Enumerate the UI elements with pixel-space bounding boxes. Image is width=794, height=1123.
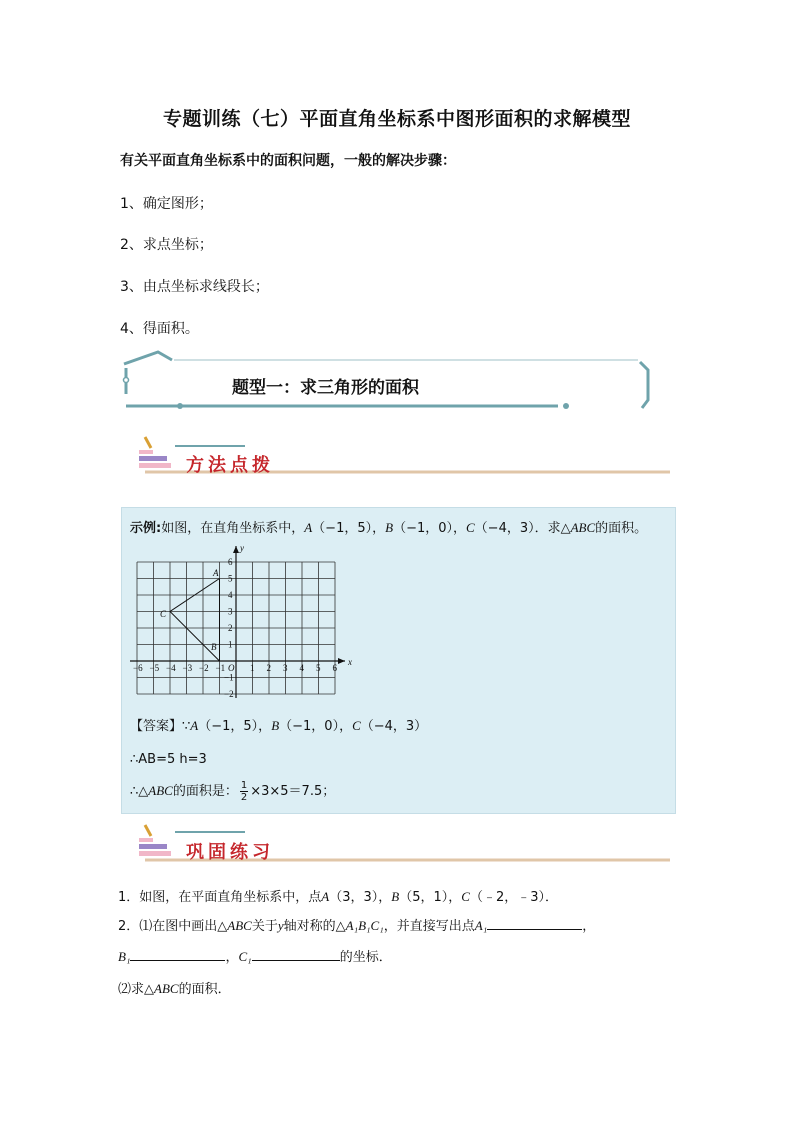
q2-text2: 关于 [251,919,278,934]
q2-number: 2． [118,919,140,934]
q2-end: 的坐标． [339,950,392,965]
answer-line-3 [130,780,335,803]
q2-triangle: ABC [227,918,252,933]
answer-result: ×3×5＝7.5； [250,784,336,799]
y-tick: 6 [228,557,233,567]
q2-image-triangle: A₁B₁C₁ [345,918,384,933]
answer-b-coords: （−1，0）， [279,719,353,734]
section-title: 题型一：求三角形的面积 [232,378,419,398]
answer-blank-b1[interactable] [130,948,225,961]
q1-point-c: C [461,889,470,904]
point-b-coords: （−1，0）， [393,521,466,536]
q2-text: ⑴在图中画出△ [139,919,228,934]
x-tick: −4 [166,663,176,673]
x-tick: −3 [182,663,193,673]
y-tick: 3 [228,606,233,617]
answer-label: 【答案】 [130,719,183,734]
point-c-name: C [466,520,475,535]
q2-comma: ， [582,919,596,934]
x-tick: −6 [133,663,143,673]
answer-point-a: A [190,718,199,733]
q1-point-b: B [391,889,400,904]
point-label-c: C [160,609,167,619]
step-1: 1、确定图形； [120,196,213,212]
practice-banner-text: 巩固练习 [186,842,274,863]
x-tick: 5 [316,663,321,673]
point-a-name: A [304,520,313,535]
therefore-triangle: ∴△ [130,784,149,799]
q3-triangle: ABC [154,981,179,996]
fraction-denominator: 2 [240,792,248,803]
q1-c-coords: （﹣2，﹣3）． [469,890,559,905]
answer-area-text: 的面积是： [172,784,238,799]
exercise-q1 [118,886,558,905]
point-a-coords: （−1，5）， [312,521,386,536]
triangle-name: ABC [570,520,596,535]
origin-label: O [228,663,235,673]
q1-b-coords: （5，1）， [399,890,462,905]
x-axis-label: x [348,657,352,667]
fraction-numerator: 1 [240,780,248,791]
point-c-coords: （−4，3）．求 [474,521,561,536]
y-tick: 4 [228,590,233,600]
intro-text: 有关平面直角坐标系中的面积问题，一般的解决步骤： [120,153,456,169]
y-tick: −1 [224,672,234,683]
example-text-end: 的面积。 [595,521,648,536]
q3-text: ⑵求△ [118,982,154,997]
q3-end: 的面积． [178,982,231,997]
step-3: 3、由点坐标求线段长； [120,279,269,295]
because-symbol: ∵ [182,719,191,734]
x-tick: −5 [149,663,160,673]
x-tick: 1 [250,663,255,673]
y-tick: 5 [228,573,233,584]
x-tick: −2 [199,663,209,673]
q2-y-axis: y [277,918,284,933]
point-b-name: B [385,520,394,535]
answer-a-coords: （−1，5）， [198,719,272,734]
exercise-q3 [118,978,231,997]
point-label-a: A [213,568,219,578]
answer-blank-c1[interactable] [252,948,340,961]
q1-point-a: A [321,889,330,904]
step-4: 4、得面积。 [120,321,199,337]
y-tick: 1 [228,639,233,650]
step-2: 2、求点坐标； [120,237,213,253]
q2-comma2: ， [225,950,239,965]
q2-text4: ，并直接写出点 [383,919,475,934]
answer-blank-a1[interactable] [487,917,582,930]
fraction-half [240,780,248,803]
point-label-b: B [211,642,217,652]
x-tick: 4 [299,663,304,673]
q2-b1: B₁ [118,949,131,964]
x-tick: 6 [332,663,337,673]
q1-text: 如图，在平面直角坐标系中，点 [139,890,322,905]
q1-a-coords: （3，3）， [329,890,392,905]
y-tick: 2 [228,623,233,633]
answer-point-c: C [352,718,361,733]
answer-triangle-name: ABC [148,783,173,798]
answer-line-1 [130,715,427,734]
q2-a1: A₁ [474,918,488,933]
q2-c1: C₁ [238,949,252,964]
y-axis-label: y [240,543,244,553]
example-statement [130,517,647,536]
exercise-q2 [118,915,595,934]
x-tick: 3 [283,663,288,673]
exercise-q2-line2 [118,946,392,965]
method-banner-text: 方法点拨 [186,455,274,476]
x-tick: 2 [266,663,271,673]
answer-point-b: B [271,718,280,733]
answer-c-coords: （−4，3） [360,719,428,734]
example-text: 如图，在直角坐标系中， [161,521,305,536]
q1-number: 1． [118,890,140,905]
y-tick: −2 [224,689,234,699]
triangle-symbol: △ [560,521,571,536]
coordinate-graph [126,538,356,704]
example-label: 示例: [130,521,162,536]
answer-line-2: ∴AB=5 h=3 [130,752,207,767]
q2-text3: 轴对称的△ [283,919,346,934]
x-tick: −1 [215,663,226,673]
page-title: 专题训练（七）平面直角坐标系中图形面积的求解模型 [162,108,631,130]
